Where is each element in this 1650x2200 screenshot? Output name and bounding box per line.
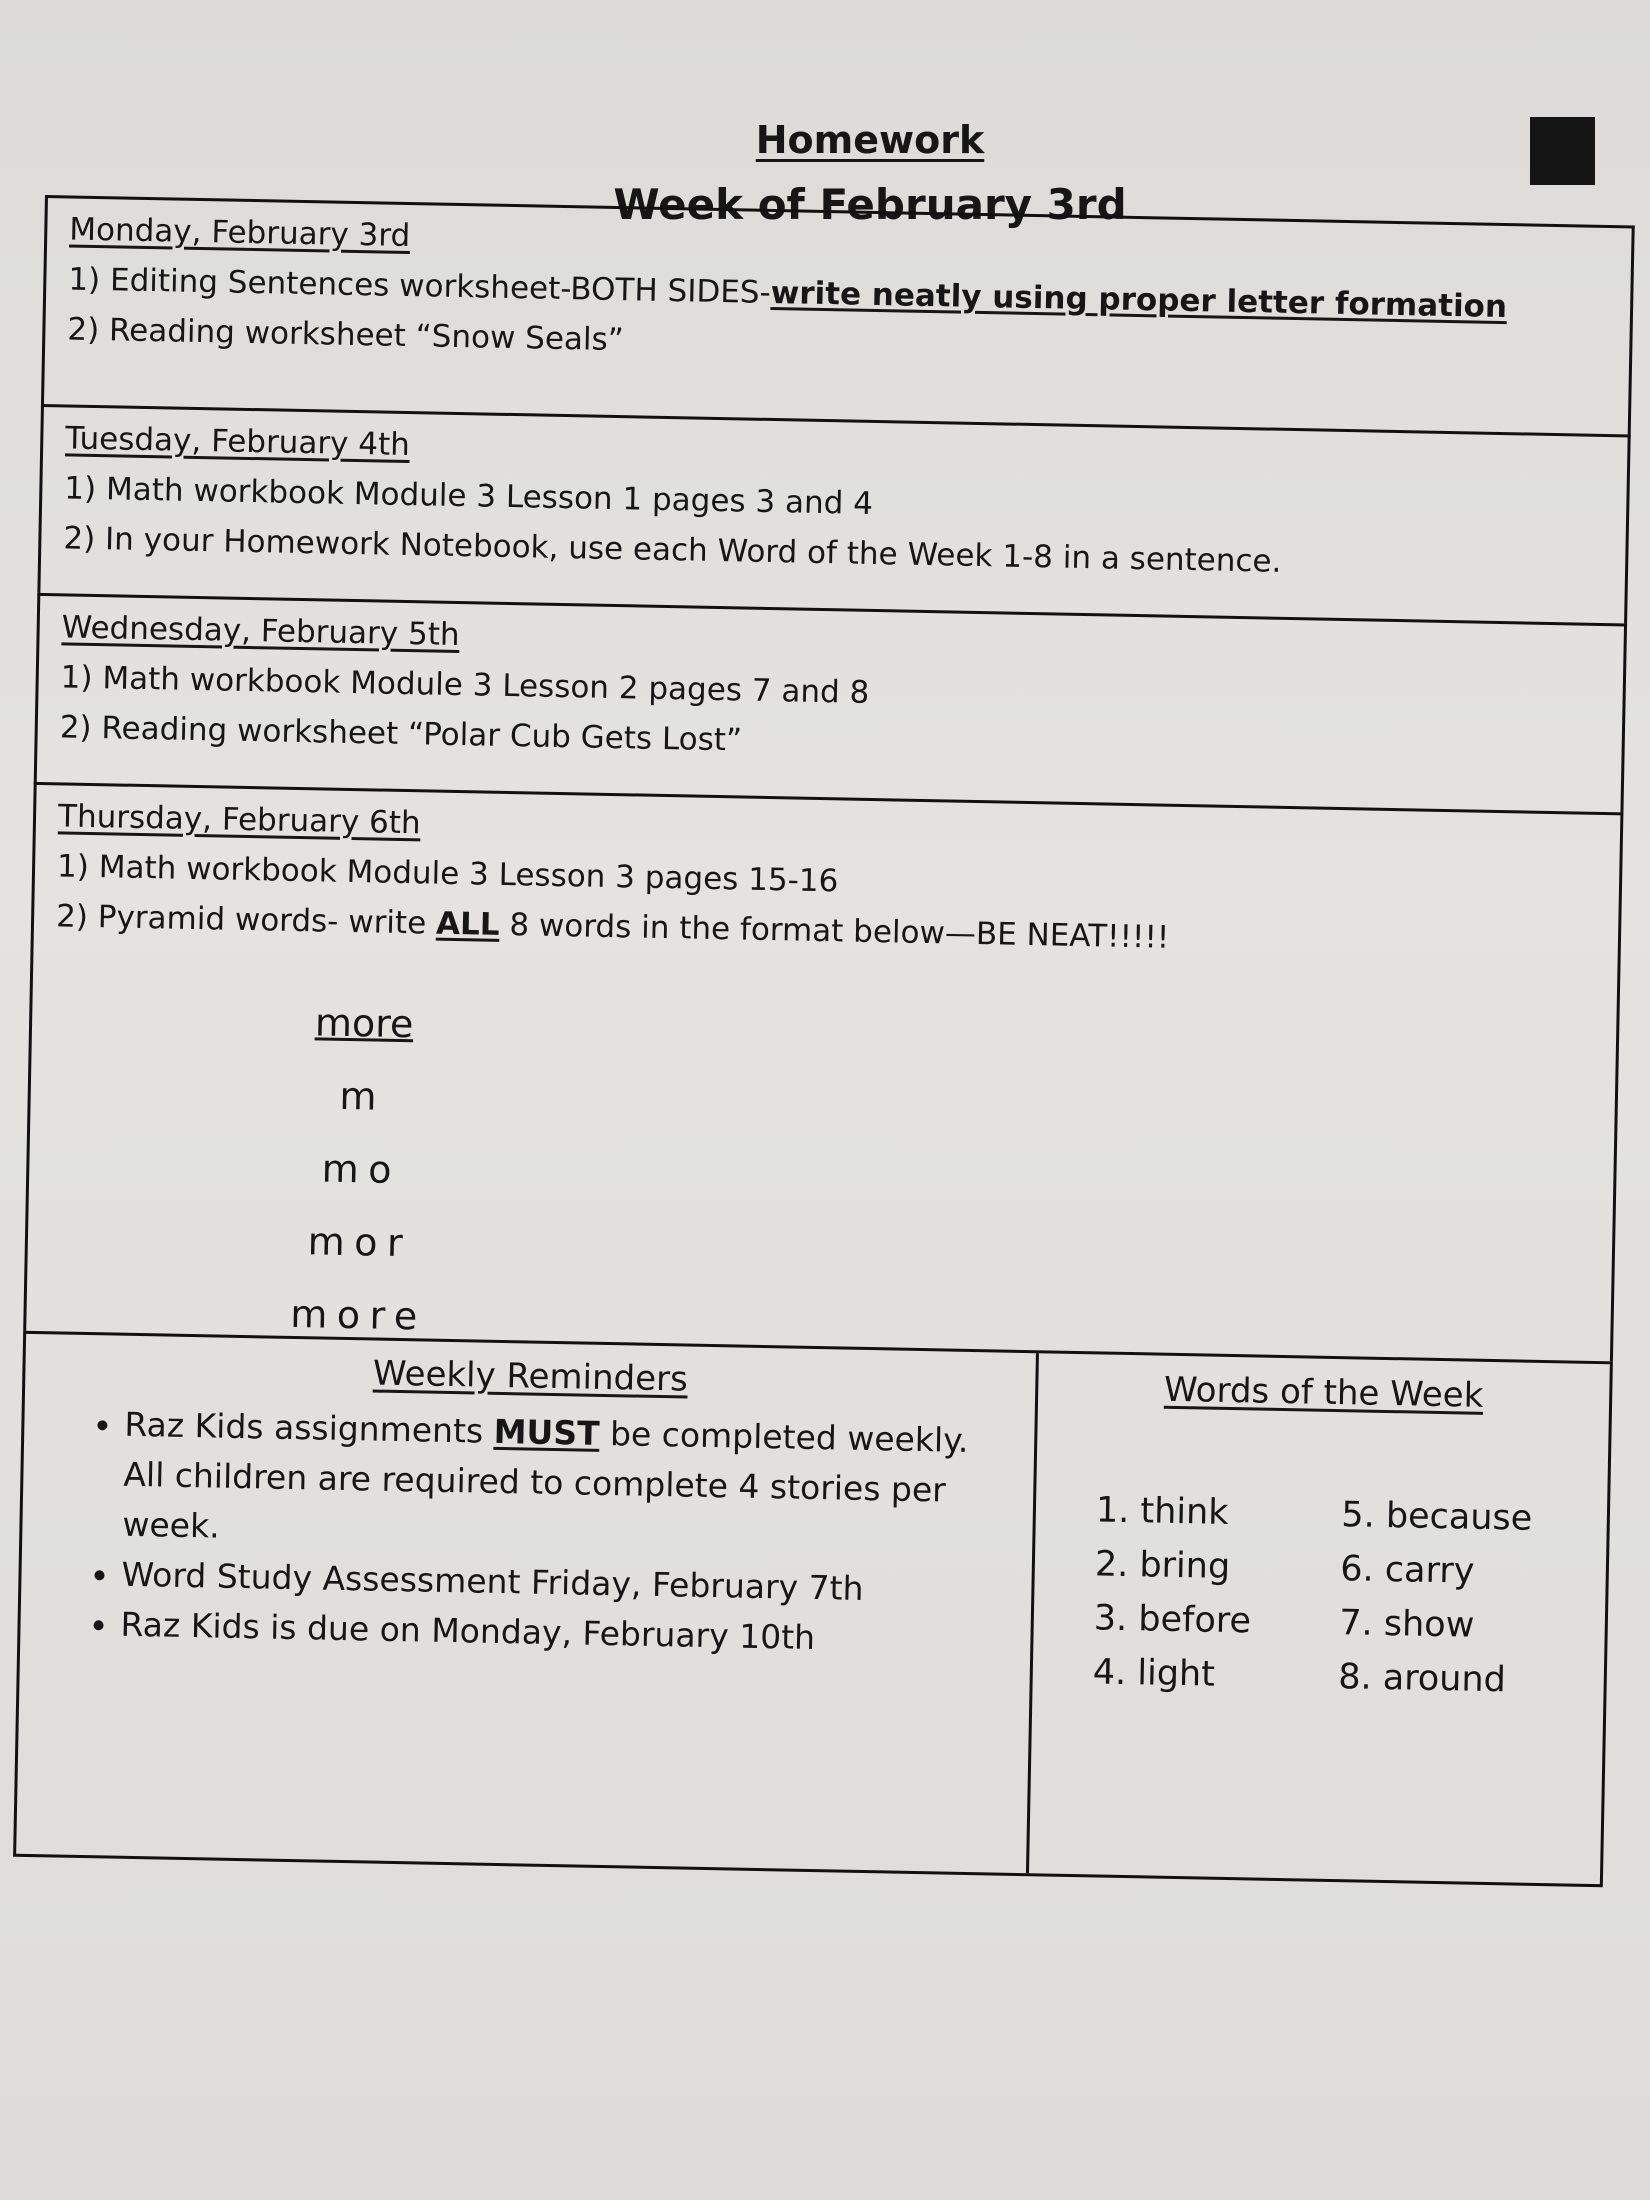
monday-section — [41, 195, 1635, 434]
tuesday-section — [37, 404, 1630, 623]
reminder-emphasis: MUST — [493, 1411, 600, 1453]
words-of-the-week — [1029, 1353, 1610, 1884]
pyramid-example — [48, 981, 675, 1358]
task-text: 1) Editing Sentences worksheet-BOTH SIDES- — [68, 261, 772, 311]
task-emphasis: ALL — [435, 905, 500, 943]
day-label: Wednesday, February 5th — [61, 609, 460, 654]
words-title: Words of the Week — [1163, 1369, 1484, 1416]
reminders-title: Weekly Reminders — [372, 1353, 689, 1400]
word-item: 8. around — [1337, 1657, 1507, 1701]
pyramid-step: mo — [321, 1146, 402, 1193]
word-item: 1. think — [1095, 1490, 1229, 1533]
reminder-item — [122, 1400, 1015, 1567]
day-label: Monday, February 3rd — [68, 211, 411, 255]
reminder-text: Raz Kids assignments — [124, 1404, 495, 1451]
word-item: 6. carry — [1339, 1549, 1475, 1592]
task-item: 2) Reading worksheet “Polar Cub Gets Lost” — [59, 709, 743, 759]
reminder-item: • Word Study Assessment Friday, February 7th — [121, 1550, 1012, 1617]
task-item: 1) Math workbook Module 3 Lesson 1 pages 3 and 4 — [64, 470, 874, 522]
pyramid-step: more — [289, 1291, 428, 1339]
task-item: 1) Math workbook Module 3 Lesson 2 pages 7 and 8 — [60, 659, 870, 711]
word-item: 5. because — [1341, 1495, 1533, 1539]
wednesday-section — [34, 593, 1627, 812]
pyramid-word: more — [314, 1000, 414, 1047]
day-label: Thursday, February 6th — [57, 798, 421, 842]
task-item: 1) Math workbook Module 3 Lesson 3 pages 15-16 — [56, 848, 839, 900]
page-title: Homework — [755, 118, 985, 162]
task-text: 8 words in the format below—BE NEAT!!!!! — [499, 906, 1170, 956]
reminder-text: be completed weekly. All children are required to complete 4 stories per week. — [122, 1413, 969, 1546]
word-item: 2. bring — [1094, 1544, 1231, 1588]
task-text: 2) Pyramid words- write — [55, 898, 437, 942]
homework-table — [13, 195, 1635, 1887]
word-item: 3. before — [1093, 1598, 1252, 1642]
task-emphasis: write neatly using proper letter formation — [770, 274, 1508, 326]
bottom-section — [13, 1331, 1613, 1887]
page-subtitle: Week of February 3rd — [613, 180, 1127, 229]
reminder-item: • Raz Kids is due on Monday, February 10th — [120, 1600, 1011, 1667]
pyramid-step: m — [339, 1073, 387, 1119]
word-item: 4. light — [1092, 1652, 1216, 1695]
task-item: 2) Reading worksheet “Snow Seals” — [67, 311, 625, 359]
pyramid-step: mor — [307, 1219, 413, 1266]
weekly-reminders — [16, 1334, 1039, 1873]
thursday-section — [23, 782, 1623, 1361]
task-item: 2) In your Homework Notebook, use each Word of the Week 1-8 in a sentence. — [63, 520, 1282, 580]
word-item: 7. show — [1338, 1603, 1475, 1646]
day-label: Tuesday, February 4th — [64, 420, 411, 464]
